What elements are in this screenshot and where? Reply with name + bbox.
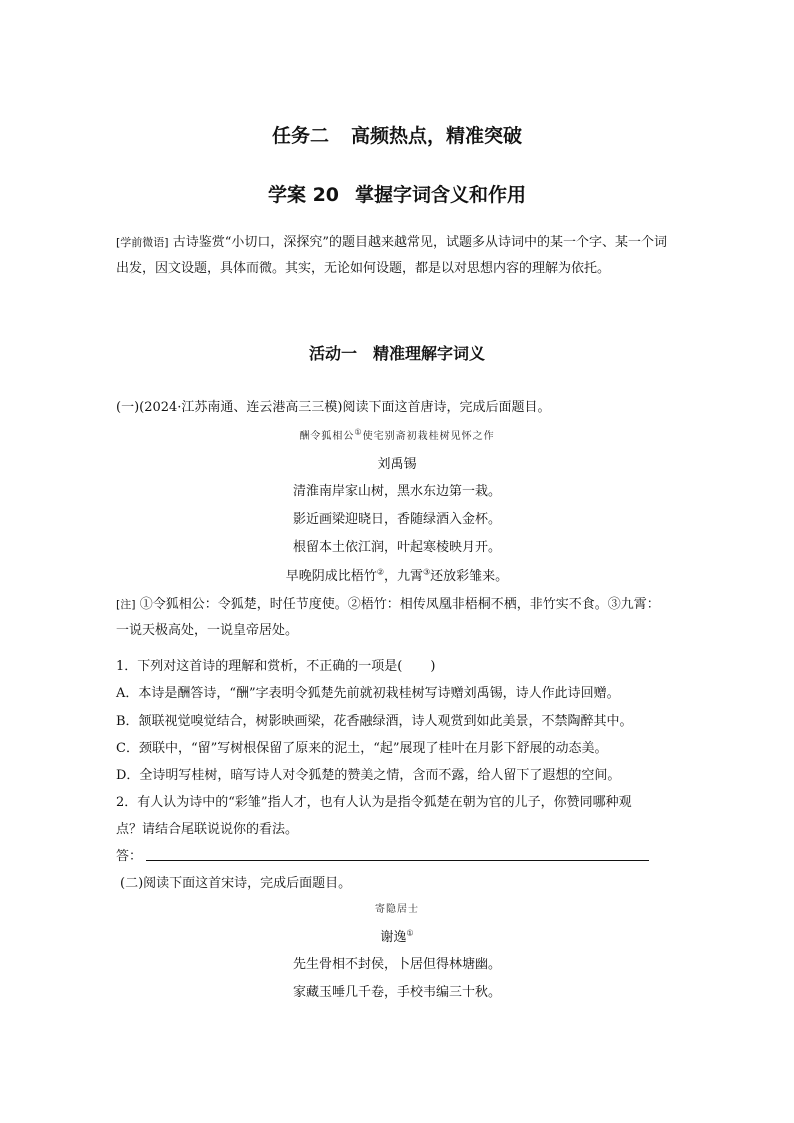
footnote-marker: ①	[406, 928, 414, 938]
activity-title	[0, 341, 794, 364]
poem-1-line-3: 根留本土依江润，叶起寒棱映月开。	[292, 540, 501, 555]
task-title	[0, 121, 794, 148]
option-a: A．本诗是酬答诗，“酬”字表明令狐楚先前就初栽桂树写诗赠刘禹锡，诗人作此诗回赠。	[116, 686, 620, 701]
footnote-marker: ②	[376, 567, 384, 577]
poem-2-line-2: 家藏玉唾几千卷，手校韦编三十秋。	[292, 985, 501, 1000]
task-title-part-a: 任务二	[271, 125, 329, 147]
option-c: C．颈联中，“留”写树根保留了原来的泥土，“起”展现了桂叶在月影下舒展的动态美。	[116, 741, 608, 756]
poem-1-line-2: 影近画梁迎晓日，香随绿酒入金杯。	[292, 512, 501, 527]
footnote-marker: ①	[354, 427, 363, 437]
footnote-marker: ③	[423, 567, 431, 577]
poem-2-title	[0, 900, 794, 916]
activity-topic: 精准理解字词义	[373, 344, 486, 363]
poem-1-line-4-b: ，九霄	[383, 569, 423, 584]
activity-number: 活动一	[308, 344, 357, 363]
poem-1-title-b: 使宅别斋初栽桂树见怀之作	[362, 431, 495, 442]
poem-1-line-4	[0, 565, 794, 584]
poem-1-line-4-a: 早晚阴成比梧竹	[285, 569, 377, 584]
note-tag: [注]	[116, 598, 136, 611]
notes	[116, 592, 672, 644]
poem-1-title-a: 酬令狐相公	[299, 431, 355, 442]
poem-2-line-1: 先生骨相不封侯，卜居但得林塘幽。	[292, 957, 501, 972]
option-d: D．全诗明写桂树，暗写诗人对令狐楚的赞美之情，含而不露，给人留下了遐想的空间。	[116, 768, 621, 783]
question-2-line-2: 点？请结合尾联说说你的看法。	[116, 822, 299, 837]
answer-label: 答：	[116, 849, 143, 864]
poem-2-author	[0, 926, 794, 945]
lesson-title	[0, 180, 794, 207]
poem-1-line-4-c: 还放彩雏来。	[430, 569, 509, 584]
poem-1-line-1: 清淮南岸家山树，黑水东边第一栽。	[292, 484, 501, 499]
poem-1-author: 刘禹锡	[377, 457, 417, 472]
note-text: ①令狐相公：令狐楚，时任节度使。②梧竹：相传凤凰非梧桐不栖，非竹实不食。③九霄：一说天极高处，一说皇帝居处。	[116, 597, 660, 638]
section-1-intro: (一)(2024·江苏南通、连云港高三三模)阅读下面这首唐诗，完成后面题目。	[116, 400, 551, 415]
poem-2-author-name: 谢逸	[380, 930, 407, 945]
answer-blank-line[interactable]	[146, 860, 649, 861]
task-title-part-b: 高频热点，精准突破	[351, 125, 523, 147]
question-1-stem-end: )	[430, 659, 436, 674]
intro-tag: [学前微语]	[116, 236, 169, 249]
lesson-topic: 掌握字词含义和作用	[355, 184, 527, 206]
poem-2-title-text: 寄隐居士	[375, 904, 419, 915]
lesson-number: 学案 20	[267, 184, 340, 206]
question-1-stem	[116, 655, 435, 674]
intro-paragraph	[116, 230, 672, 282]
question-2-line-1: 2．有人认为诗中的“彩雏”指人才，也有人认为是指令狐楚在朝为官的儿子，你赞同哪种观	[116, 795, 632, 810]
section-2-intro: (二)阅读下面这首宋诗，完成后面题目。	[120, 876, 352, 891]
option-b: B．颔联视觉嗅觉结合，树影映画梁，花香融绿酒，诗人观赏到如此美景，不禁陶醉其中。	[116, 714, 633, 729]
poem-1-title	[0, 427, 794, 443]
question-1-stem-text: 1．下列对这首诗的理解和赏析，不正确的一项是(	[116, 659, 403, 674]
intro-text: 古诗鉴赏“小切口，深探究”的题目越来越常见，试题多从诗词中的某一个字、某一个词出发，因文设题，具体而微。其实，无论如何设题，都是以对思想内容的理解为依托。	[116, 235, 668, 276]
